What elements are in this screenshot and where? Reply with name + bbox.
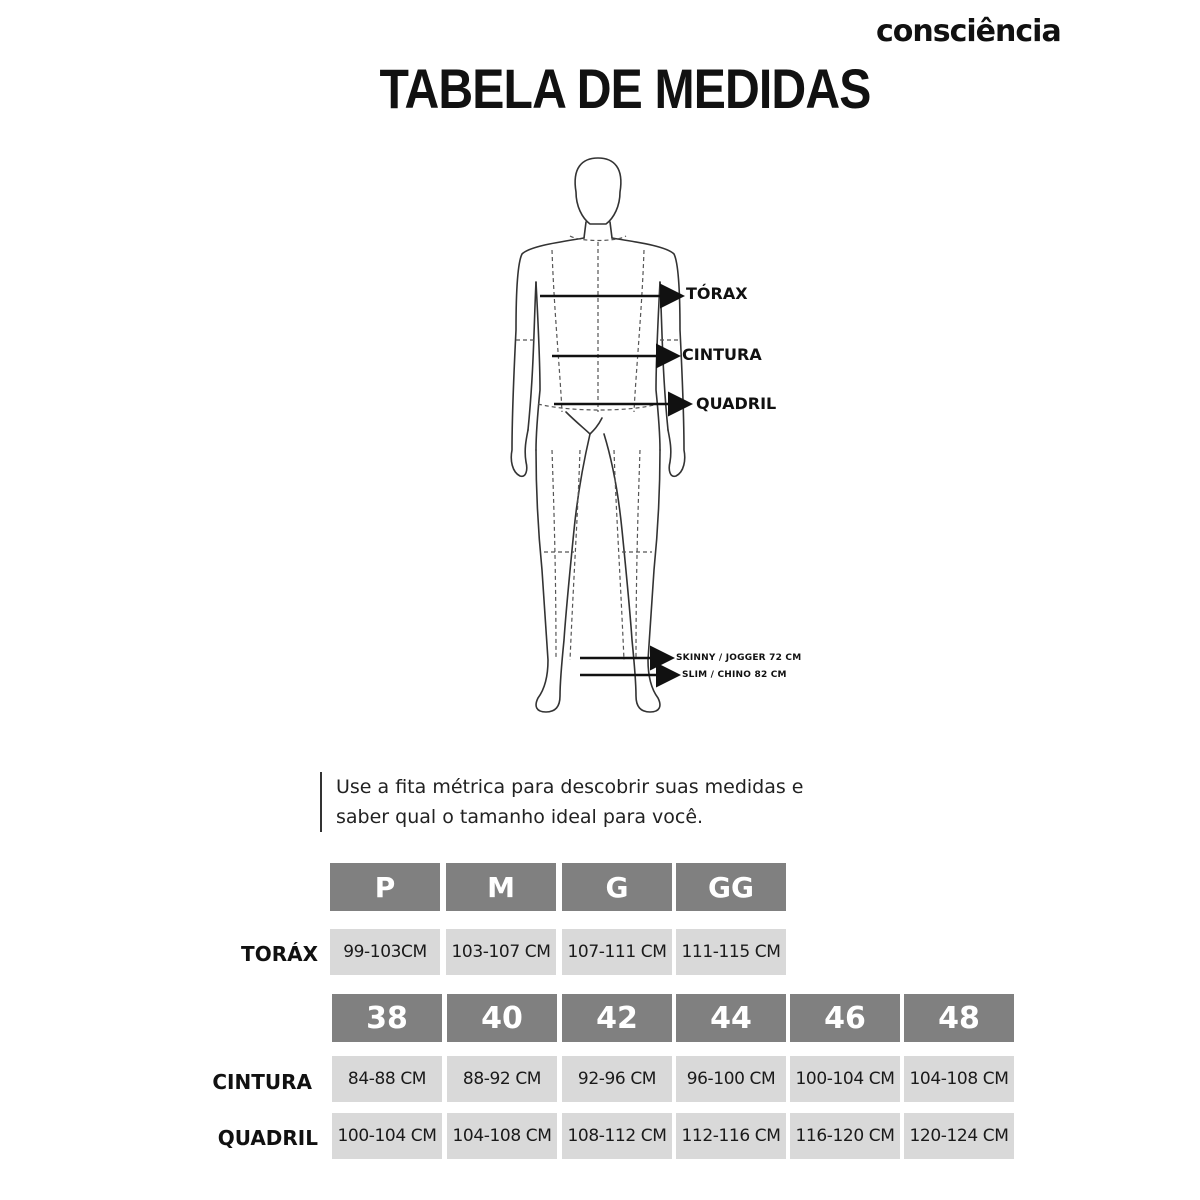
size-header-g: G — [562, 863, 672, 911]
quadril-value-42: 108-112 CM — [562, 1113, 672, 1159]
size-header-p: P — [330, 863, 440, 911]
size-header-gg: GG — [676, 863, 786, 911]
quadril-value-48: 120-124 CM — [904, 1113, 1014, 1159]
cintura-value-42: 92-96 CM — [562, 1056, 672, 1102]
cintura-value-40: 88-92 CM — [447, 1056, 557, 1102]
quadril-value-38: 100-104 CM — [332, 1113, 442, 1159]
size-header-42: 42 — [562, 994, 672, 1042]
instruction-line-1: Use a fita métrica para descobrir suas medidas e — [336, 776, 804, 798]
cintura-value-48: 104-108 CM — [904, 1056, 1014, 1102]
cintura-measure-label: CINTURA — [682, 345, 762, 364]
inseam-slim-label: SLIM / CHINO 82 CM — [682, 670, 787, 680]
torax-value-m: 103-107 CM — [446, 929, 556, 975]
cintura-value-38: 84-88 CM — [332, 1056, 442, 1102]
quadril-value-40: 104-108 CM — [447, 1113, 557, 1159]
torax-measure-label: TÓRAX — [686, 284, 748, 303]
size-header-46: 46 — [790, 994, 900, 1042]
size-header-44: 44 — [676, 994, 786, 1042]
inseam-skinny-label: SKINNY / JOGGER 72 CM — [676, 653, 802, 663]
size-header-48: 48 — [904, 994, 1014, 1042]
size-header-38: 38 — [332, 994, 442, 1042]
torax-row-label: TORÁX — [241, 942, 318, 966]
measuring-instruction — [320, 772, 896, 832]
size-header-40: 40 — [447, 994, 557, 1042]
cintura-row-label: CINTURA — [212, 1070, 312, 1094]
quadril-row-label: QUADRIL — [217, 1126, 318, 1150]
brand-logo: consciência — [876, 14, 1061, 49]
size-header-m: M — [446, 863, 556, 911]
instruction-line-2: saber qual o tamanho ideal para você. — [336, 806, 704, 828]
body-figure — [490, 150, 870, 730]
quadril-value-44: 112-116 CM — [676, 1113, 786, 1159]
torax-value-g: 107-111 CM — [562, 929, 672, 975]
body-outline-illustration — [490, 150, 870, 730]
cintura-value-46: 100-104 CM — [790, 1056, 900, 1102]
quadril-measure-label: QUADRIL — [696, 394, 777, 413]
cintura-value-44: 96-100 CM — [676, 1056, 786, 1102]
torax-value-gg: 111-115 CM — [676, 929, 786, 975]
page-title: TABELA DE MEDIDAS — [379, 57, 871, 120]
quadril-value-46: 116-120 CM — [790, 1113, 900, 1159]
torax-value-p: 99-103CM — [330, 929, 440, 975]
